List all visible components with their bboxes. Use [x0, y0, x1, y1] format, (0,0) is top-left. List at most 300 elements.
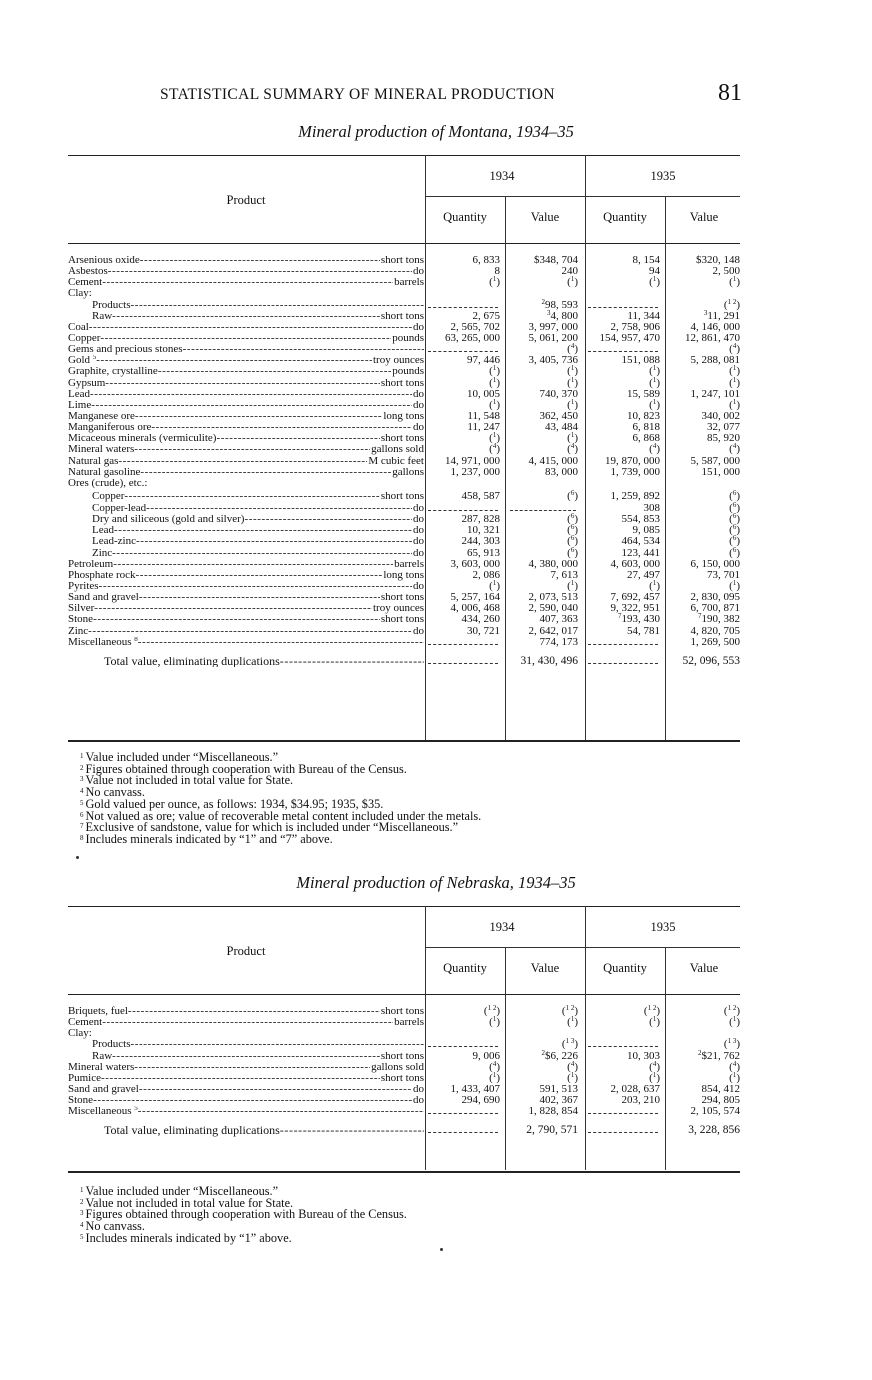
quantity-1934-cell: ($^1$): [489, 1015, 500, 1029]
table-row: [68, 255, 740, 266]
value-header-1935: Value: [689, 210, 719, 224]
nebraska-table-title: Mineral production of Nebraska, 1934–35: [296, 873, 576, 892]
value-header-1934: Value: [530, 210, 560, 224]
quantity-1934-cell: 14, 971, 000: [445, 454, 500, 467]
footnote: $^8$ Includes minerals indicated by “1” and “7” above.: [80, 831, 333, 846]
quantity-1934-cell: [428, 1113, 498, 1114]
quantity-1934-cell: ($^1$): [489, 364, 500, 378]
value-1934-cell: 5, 061, 200: [528, 331, 578, 344]
value-1934-cell: 7, 613: [550, 568, 578, 581]
nebraska-footnotes: [80, 1186, 407, 1245]
table-row: [68, 1039, 740, 1050]
footnote: $^1$ Value included under “Miscellaneous.”: [80, 750, 279, 764]
total-q34-cell: [428, 663, 498, 664]
unit-label: pounds: [392, 331, 424, 344]
value-1935-cell: ($^4$): [729, 1059, 740, 1073]
quantity-1934-cell: 63, 265, 000: [445, 331, 500, 344]
value-1935-cell: 854, 412: [701, 1082, 740, 1095]
product-name: Briquets, fuel -----: [68, 1006, 424, 1017]
year-header-1935: 1935: [650, 920, 676, 934]
quantity-header-1934: Quantity: [443, 210, 487, 224]
total-v35-cell: 52, 096, 553: [682, 654, 740, 667]
quantity-1935-cell: [588, 351, 658, 352]
quantity-1934-cell: [428, 1046, 498, 1047]
value-1934-cell: $^3$4, 800: [547, 308, 578, 322]
year-rule: [426, 947, 740, 948]
montana-table: [68, 155, 740, 745]
quantity-1935-cell: [588, 307, 658, 308]
product-name: Petroleum -----: [68, 559, 424, 570]
total-q34-cell: [428, 1132, 498, 1133]
table-row: [68, 277, 740, 288]
unit-label: short tons: [380, 1005, 424, 1017]
unit-label: do: [413, 1094, 424, 1107]
value-1934-cell: 3, 997, 000: [528, 320, 578, 333]
table-row: [68, 489, 740, 503]
value-1934-cell: ($^6$): [567, 545, 578, 559]
value-1934-cell: [510, 510, 576, 511]
value-1934-cell: ($^6$): [567, 488, 578, 502]
unit-label: do: [413, 421, 424, 434]
quantity-1935-cell: ($^1$): [649, 275, 660, 289]
table-row: [68, 1017, 740, 1028]
quantity-1935-cell: ($^1$): [649, 1070, 660, 1084]
table-row: [68, 545, 740, 559]
product-name: Copper -----: [92, 489, 424, 503]
value-1934-cell: 740, 370: [539, 387, 578, 400]
unit-label: troy ounces: [372, 602, 424, 615]
product-name: Sand and gravel -----: [68, 592, 424, 603]
montana-footnotes: [80, 752, 481, 846]
table-bottom-rule: [68, 740, 740, 742]
table-row: [68, 444, 740, 455]
unit-label: gallons sold: [371, 443, 424, 456]
quantity-1935-cell: 1, 259, 892: [610, 489, 660, 502]
unit-label: short tons: [380, 591, 424, 604]
value-1934-cell: ($^1$): [567, 397, 578, 411]
quantity-1935-cell: 27, 497: [627, 568, 660, 581]
value-1935-cell: 1, 269, 500: [690, 635, 740, 648]
footnote: $^5$ Gold valued per ounce, as follows: 1934, $34.95; 1935, $35.: [80, 796, 384, 811]
value-1934-cell: ($^6$): [567, 512, 578, 526]
footnote: $^4$ No canvass.: [80, 1219, 145, 1234]
value-1935-cell: $320, 148: [696, 254, 740, 266]
year-rule: [426, 196, 740, 197]
product-name: Graphite, crystalline -----: [68, 366, 424, 377]
unit-label: do: [413, 513, 424, 526]
footnote: $^2$ Figures obtained through cooperation with Bureau of the Census.: [80, 761, 407, 776]
footnote: $^3$ Figures obtained through cooperation with Bureau of the Census.: [80, 1207, 407, 1222]
year-header-1935: 1935: [650, 169, 676, 183]
table-row: [68, 1095, 740, 1106]
value-1934-cell: $^2$\$6, 226: [541, 1048, 578, 1062]
quantity-1934-cell: ($^1$): [489, 578, 500, 592]
table-top-rule: [68, 906, 740, 907]
product-name: Gold $^5$ -----: [68, 355, 424, 366]
table-row: [68, 614, 740, 625]
unit-label: short tons: [380, 1049, 424, 1062]
footnote: $^6$ Not valued as ore; value of recoverable metal content included under the metals.: [80, 808, 482, 823]
quantity-1934-cell: 1, 433, 407: [450, 1082, 500, 1095]
table-row: [68, 637, 740, 648]
quantity-1934-cell: ($^1$): [489, 275, 500, 289]
quantity-1934-cell: 6, 833: [472, 254, 500, 266]
value-1934-cell: ($^1$): [567, 275, 578, 289]
total-q35-cell: [588, 1132, 658, 1133]
product-name: Asbestos -----: [68, 266, 424, 277]
unit-label: do: [413, 320, 424, 333]
product-name: Clay:: [68, 288, 92, 300]
quantity-1935-cell: [588, 1113, 658, 1114]
unit-label: do: [413, 387, 424, 400]
product-name: Stone -----: [68, 614, 424, 625]
quantity-1935-cell: 123, 441: [621, 546, 660, 559]
print-speck: [76, 856, 79, 859]
quantity-1935-cell: ($^1$): [649, 375, 660, 389]
product-name: Gypsum -----: [68, 378, 424, 389]
unit-label: short tons: [380, 1071, 424, 1084]
quantity-1934-cell: 2, 675: [472, 309, 500, 322]
quantity-1935-cell: 6, 818: [632, 421, 660, 434]
value-1934-cell: $^2$98, 593: [541, 297, 578, 311]
quantity-1934-cell: 8: [494, 265, 500, 278]
quantity-1934-cell: 11, 548: [467, 409, 500, 422]
product-name: Natural gasoline -----: [68, 467, 424, 478]
product-name: Zinc -----: [92, 548, 424, 559]
product-name: Lime -----: [68, 400, 424, 411]
quantity-1934-cell: 2, 086: [472, 568, 500, 581]
unit-label: gallons: [392, 465, 424, 478]
product-name: Zinc -----: [68, 626, 424, 637]
product-name: Micaceous minerals (vermiculite) -----: [68, 433, 424, 444]
unit-label: troy ounces: [372, 354, 424, 367]
value-1935-cell: $^3$11, 291: [703, 308, 740, 322]
unit-label: do: [413, 535, 424, 548]
quantity-header-1935: Quantity: [603, 210, 647, 224]
footnote: $^2$ Value not included in total value for State.: [80, 1195, 294, 1210]
value-header-1934: Value: [530, 961, 560, 975]
value-1935-cell: ($^4$): [729, 442, 740, 456]
quantity-1934-cell: ($^{1 2}$): [483, 1004, 500, 1017]
quantity-1935-cell: 10, 303: [627, 1049, 660, 1062]
total-label: Total value, eliminating duplications -----: [104, 1125, 424, 1136]
value-1934-cell: ($^1$): [567, 1015, 578, 1029]
product-name: Dry and siliceous (gold and silver) -----: [92, 514, 424, 525]
footnote: $^3$ Value not included in total value for State.: [80, 773, 294, 788]
value-1935-cell: 32, 077: [707, 421, 740, 434]
value-1935-cell: ($^6$): [729, 500, 740, 514]
footnote: $^5$ Includes minerals indicated by “1” above.: [80, 1230, 292, 1245]
unit-label: do: [413, 579, 424, 592]
value-header-1935: Value: [689, 961, 719, 975]
product-column-header: Product: [226, 944, 266, 958]
quantity-header-1935: Quantity: [603, 961, 647, 975]
value-1934-cell: ($^1$): [567, 375, 578, 389]
total-row: [68, 1125, 740, 1136]
value-1934-cell: ($^4$): [567, 442, 578, 456]
value-1935-cell: 4, 146, 000: [690, 320, 740, 333]
value-1935-cell: ($^6$): [729, 545, 740, 559]
quantity-1935-cell: ($^1$): [649, 364, 660, 378]
value-1935-cell: 5, 288, 081: [690, 354, 740, 367]
table-row: [68, 467, 740, 478]
product-name: Pumice -----: [68, 1073, 424, 1084]
unit-label: do: [413, 1082, 424, 1095]
quantity-1935-cell: 1, 739, 000: [610, 465, 660, 478]
quantity-1934-cell: 244, 303: [461, 535, 500, 548]
product-name: Phosphate rock -----: [68, 570, 424, 581]
value-1935-cell: 4, 820, 705: [690, 624, 740, 637]
value-1934-cell: $348, 704: [534, 254, 578, 266]
quantity-1934-cell: 9, 006: [472, 1049, 500, 1062]
product-name: Copper -----: [68, 333, 424, 344]
quantity-1934-cell: 287, 828: [461, 513, 500, 526]
product-name: Products -----: [92, 1039, 424, 1050]
value-1935-cell: 73, 701: [707, 568, 740, 581]
value-1934-cell: ($^1$): [567, 364, 578, 378]
product-name: Arsenious oxide -----: [68, 255, 424, 266]
product-name: Miscellaneous $^8$ -----: [68, 637, 424, 648]
value-1935-cell: ($^{1 2}$): [723, 297, 740, 311]
nebraska-table: [68, 906, 740, 1176]
total-q35-cell: [588, 663, 658, 664]
quantity-1934-cell: 434, 260: [461, 613, 500, 626]
product-name: Cement -----: [68, 277, 424, 288]
quantity-1934-cell: [428, 644, 498, 645]
footnote: $^4$ No canvass.: [80, 785, 145, 800]
quantity-1935-cell: 19, 870, 000: [605, 454, 660, 467]
quantity-1935-cell: 94: [649, 265, 660, 278]
quantity-1934-cell: ($^4$): [489, 442, 500, 456]
value-1934-cell: ($^1$): [567, 1070, 578, 1084]
table-row: [68, 366, 740, 377]
value-1935-cell: ($^1$): [729, 375, 740, 389]
quantity-1935-cell: 2, 758, 906: [610, 320, 660, 333]
quantity-1935-cell: ($^1$): [649, 1015, 660, 1029]
value-1934-cell: ($^6$): [567, 534, 578, 548]
unit-label: gallons sold: [371, 1060, 424, 1073]
unit-label: do: [413, 546, 424, 559]
product-name: Cement -----: [68, 1017, 424, 1028]
unit-label: short tons: [380, 309, 424, 322]
quantity-1934-cell: 5, 257, 164: [450, 591, 500, 604]
value-1935-cell: 85, 920: [707, 432, 740, 445]
product-name: Lead -----: [92, 525, 424, 536]
quantity-1934-cell: [428, 351, 498, 352]
value-1934-cell: ($^4$): [567, 1059, 578, 1073]
value-1934-cell: ($^1$): [567, 431, 578, 445]
value-1935-cell: $^7$190, 382: [698, 612, 740, 626]
value-1934-cell: 402, 367: [539, 1094, 578, 1107]
unit-label: short tons: [380, 432, 424, 445]
header-bottom-rule: [68, 994, 740, 995]
product-name: Manganese ore -----: [68, 411, 424, 422]
value-1934-cell: ($^4$): [567, 342, 578, 356]
value-1934-cell: ($^6$): [567, 523, 578, 537]
unit-label: long tons: [383, 568, 424, 581]
table-top-rule: [68, 155, 740, 156]
value-1934-cell: 2, 073, 513: [528, 591, 578, 604]
value-1934-cell: ($^{1 3}$): [561, 1037, 578, 1051]
value-1934-cell: 240: [561, 265, 578, 278]
header-bottom-rule: [68, 243, 740, 244]
value-1935-cell: ($^{1 2}$): [723, 1004, 740, 1017]
product-name: Products -----: [92, 300, 424, 311]
unit-label: short tons: [380, 376, 424, 389]
table-row: [68, 456, 740, 467]
value-1935-cell: 2, 500: [712, 265, 740, 278]
product-name: Miscellaneous $^5$ -----: [68, 1106, 424, 1117]
quantity-1934-cell: 294, 690: [461, 1094, 500, 1107]
value-1935-cell: 151, 000: [701, 465, 740, 478]
value-1934-cell: ($^{1 2}$): [561, 1004, 578, 1017]
table-bottom-rule: [68, 1171, 740, 1173]
quantity-header-1934: Quantity: [443, 961, 487, 975]
table-row: [68, 478, 740, 489]
quantity-1934-cell: 10, 005: [467, 387, 500, 400]
value-1934-cell: 43, 484: [545, 421, 578, 434]
unit-label: long tons: [383, 409, 424, 422]
quantity-1934-cell: 4, 006, 468: [450, 602, 500, 615]
quantity-1935-cell: ($^1$): [649, 578, 660, 592]
value-1934-cell: 2, 642, 017: [528, 624, 578, 637]
value-1935-cell: ($^6$): [729, 523, 740, 537]
table-row: [68, 389, 740, 400]
product-name: Lead-zinc -----: [92, 536, 424, 547]
unit-label: barrels: [394, 1016, 424, 1029]
quantity-1935-cell: 54, 781: [627, 624, 660, 637]
value-1934-cell: 83, 000: [545, 465, 578, 478]
quantity-1934-cell: ($^1$): [489, 431, 500, 445]
montana-rows: [68, 255, 740, 667]
quantity-1934-cell: 1, 237, 000: [450, 465, 500, 478]
quantity-1935-cell: 10, 823: [627, 409, 660, 422]
table-row: [68, 288, 740, 299]
quantity-1934-cell: 458, 587: [461, 489, 500, 502]
quantity-1935-cell: ($^4$): [649, 442, 660, 456]
value-1935-cell: ($^6$): [729, 488, 740, 502]
unit-label: do: [413, 524, 424, 537]
value-1935-cell: ($^{1 3}$): [723, 1037, 740, 1051]
value-1934-cell: 1, 828, 854: [528, 1105, 578, 1118]
table-row: [68, 570, 740, 581]
value-1935-cell: $^2$\$21, 762: [698, 1048, 740, 1062]
quantity-1935-cell: 6, 868: [632, 432, 660, 445]
quantity-1935-cell: 7, 692, 457: [610, 591, 660, 604]
quantity-1935-cell: 203, 210: [621, 1094, 660, 1107]
product-name: Lead -----: [68, 389, 424, 400]
value-1935-cell: ($^6$): [729, 534, 740, 548]
quantity-1935-cell: ($^1$): [649, 397, 660, 411]
table-row: [68, 536, 740, 547]
value-1934-cell: 2, 590, 040: [528, 602, 578, 615]
quantity-1935-cell: 151, 088: [621, 354, 660, 367]
value-1935-cell: 2, 105, 574: [690, 1105, 740, 1118]
value-1935-cell: ($^4$): [729, 342, 740, 356]
unit-label: short tons: [380, 489, 424, 502]
value-1935-cell: ($^1$): [729, 1070, 740, 1084]
product-name: Coal -----: [68, 322, 424, 333]
quantity-1935-cell: 4, 603, 000: [610, 557, 660, 570]
value-1934-cell: ($^1$): [567, 578, 578, 592]
year-header-1934: 1934: [489, 920, 515, 934]
quantity-1935-cell: [588, 644, 658, 645]
unit-label: do: [413, 398, 424, 411]
value-1935-cell: ($^1$): [729, 397, 740, 411]
unit-label: pounds: [392, 365, 424, 378]
value-1935-cell: ($^1$): [729, 364, 740, 378]
quantity-1935-cell: 8, 154: [632, 254, 660, 266]
quantity-1934-cell: 30, 721: [467, 624, 500, 637]
quantity-1935-cell: 15, 589: [627, 387, 660, 400]
product-name: Manganiferous ore -----: [68, 422, 424, 433]
quantity-1934-cell: 97, 446: [467, 354, 500, 367]
value-1934-cell: 407, 363: [539, 613, 578, 626]
quantity-1935-cell: 308: [643, 501, 660, 514]
value-1934-cell: 4, 415, 000: [528, 454, 578, 467]
quantity-1935-cell: 2, 028, 637: [610, 1082, 660, 1095]
product-column-header: Product: [226, 193, 266, 207]
quantity-1934-cell: 10, 321: [467, 524, 500, 537]
product-name: Ores (crude), etc.:: [68, 477, 148, 489]
quantity-1934-cell: [428, 307, 498, 308]
running-title: STATISTICAL SUMMARY OF MINERAL PRODUCTION: [160, 86, 555, 103]
quantity-1934-cell: 3, 603, 000: [450, 557, 500, 570]
product-name: Mineral waters -----: [68, 444, 424, 455]
total-row: [68, 656, 740, 667]
value-1935-cell: 5, 587, 000: [690, 454, 740, 467]
value-1934-cell: 362, 450: [539, 409, 578, 422]
nebraska-rows: [68, 1006, 740, 1137]
total-v34-cell: 2, 790, 571: [526, 1124, 578, 1137]
product-name: Silver -----: [68, 603, 424, 614]
quantity-1935-cell: ($^4$): [649, 1059, 660, 1073]
quantity-1935-cell: ($^{1 2}$): [643, 1004, 660, 1017]
value-1935-cell: ($^6$): [729, 512, 740, 526]
quantity-1934-cell: [428, 510, 498, 511]
product-name: Sand and gravel -----: [68, 1084, 424, 1095]
quantity-1934-cell: ($^1$): [489, 1070, 500, 1084]
quantity-1934-cell: ($^1$): [489, 397, 500, 411]
year-header-1934: 1934: [489, 169, 515, 183]
quantity-1935-cell: 11, 344: [627, 309, 660, 322]
quantity-1935-cell: 554, 853: [621, 513, 660, 526]
table-row: [68, 626, 740, 637]
product-name: Clay:: [68, 1028, 92, 1040]
quantity-1935-cell: 9, 322, 951: [610, 602, 660, 615]
unit-label: short tons: [380, 254, 424, 266]
footnote: $^7$ Exclusive of sandstone, value for which is included under “Miscellaneous.”: [80, 820, 459, 835]
total-v34-cell: 31, 430, 496: [520, 654, 578, 667]
quantity-1935-cell: $^7$193, 430: [618, 612, 660, 626]
table-row: [68, 333, 740, 344]
total-label: Total value, eliminating duplications -----: [104, 656, 424, 667]
value-1935-cell: 294, 805: [701, 1094, 740, 1107]
product-name: Gems and precious stones -----: [68, 344, 424, 355]
quantity-1934-cell: 65, 913: [467, 546, 500, 559]
quantity-1935-cell: 464, 534: [621, 535, 660, 548]
quantity-1934-cell: ($^1$): [489, 375, 500, 389]
quantity-1934-cell: 2, 565, 702: [450, 320, 500, 333]
montana-table-title: Mineral production of Montana, 1934–35: [298, 122, 574, 141]
product-name: Copper-lead -----: [92, 503, 424, 514]
quantity-1935-cell: 154, 957, 470: [599, 331, 660, 344]
value-1935-cell: 1, 247, 101: [690, 387, 740, 400]
unit-label: short tons: [380, 613, 424, 626]
value-1935-cell: ($^1$): [729, 1015, 740, 1029]
unit-label: do: [413, 265, 424, 278]
value-1934-cell: 4, 380, 000: [528, 557, 578, 570]
